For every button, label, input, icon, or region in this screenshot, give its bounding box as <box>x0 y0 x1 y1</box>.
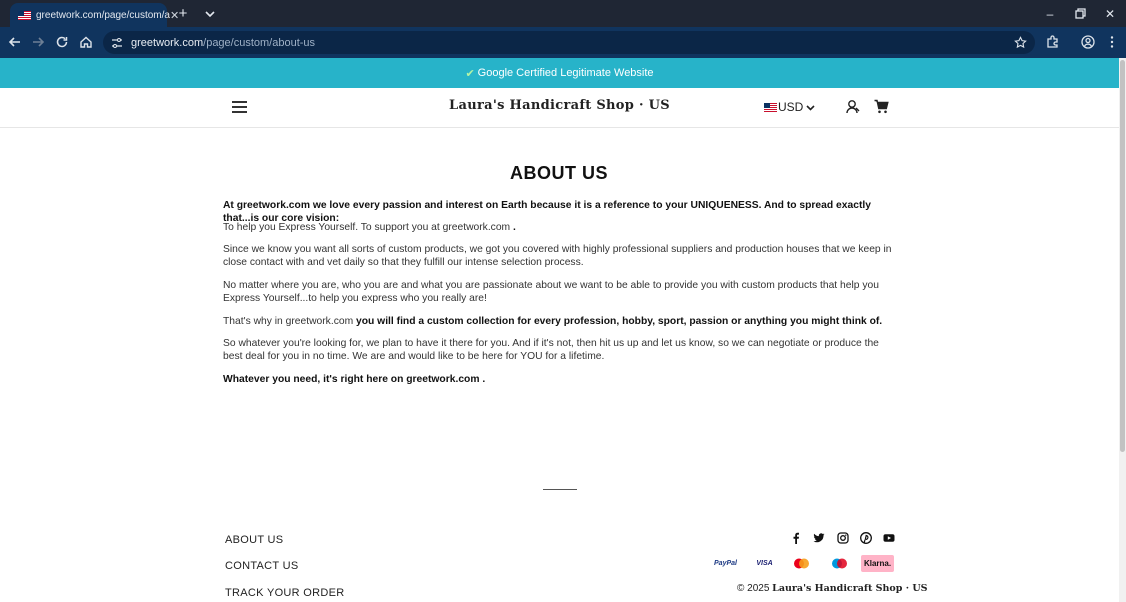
paragraph-closing <box>223 373 895 386</box>
us-flag-icon <box>18 11 31 20</box>
paragraph-vision-text: At greetwork.com we love every passion and interest on Earth because it is a reference to your UNIQUENESS. And to spread exactly that...is our core vision: <box>223 200 871 225</box>
bookmark-star-icon[interactable] <box>1014 36 1027 49</box>
browser-toolbar <box>0 27 1126 58</box>
profile-icon[interactable] <box>1080 34 1096 50</box>
currency-label: USD <box>778 100 804 114</box>
home-icon[interactable] <box>78 34 94 50</box>
footer-link-about-us[interactable]: ABOUT US <box>225 534 284 546</box>
banner-text: Google Certified Legitimate Website <box>477 67 654 79</box>
address-bar[interactable] <box>103 31 1035 54</box>
back-icon[interactable] <box>7 34 23 50</box>
facebook-icon[interactable] <box>790 532 802 544</box>
footer-link-track-order[interactable]: TRACK YOUR ORDER <box>225 587 345 599</box>
tab-search-chevron-icon[interactable] <box>202 6 218 22</box>
maestro-icon <box>823 555 856 572</box>
extensions-icon[interactable] <box>1045 34 1061 50</box>
browser-menu-icon[interactable] <box>1104 34 1120 50</box>
paragraph-deal: So whatever you're looking for, we plan to have it there for you. And if it's not, then hit us up and let us know, so we can negotiate or produce the best deal for you in no time. We are and would like to be here for YOU for a lifetime. <box>223 338 879 363</box>
footer-divider <box>543 489 577 490</box>
page-scrollbar[interactable] <box>1119 58 1126 602</box>
pinterest-icon[interactable] <box>860 532 872 544</box>
url-path: /page/custom/about-us <box>203 36 316 49</box>
paypal-badge: PayPal <box>714 560 737 567</box>
paragraph-passion: No matter where you are, who you are and what you are passionate about we want to be able to provide you with custom products that help you Express Yourself...to help you express who you really are! <box>223 280 879 305</box>
us-flag-icon <box>764 103 777 112</box>
browser-tab[interactable] <box>10 3 180 27</box>
paragraph-suppliers: Since we know you want all sorts of custom products, we got you covered with highly professional suppliers and production houses that we keep in close contact with and vet daily so that they fulfill our intense selection process. <box>223 244 892 269</box>
new-tab-icon[interactable]: + <box>178 5 188 22</box>
page-title: ABOUT US <box>510 163 608 183</box>
currency-selector[interactable] <box>764 100 815 114</box>
paragraph-closing-text: Whatever you need, it's right here on greetwork.com . <box>223 374 486 385</box>
paragraph-collection-text: That's why in greetwork.com <box>223 316 357 327</box>
footer-link-contact-us[interactable]: CONTACT US <box>225 560 299 572</box>
klarna-badge: Klarna. <box>861 555 894 572</box>
youtube-icon[interactable] <box>883 532 895 544</box>
url-domain: greetwork.com <box>131 36 204 49</box>
forward-icon[interactable] <box>30 34 46 50</box>
copyright-prefix: © 2025 <box>737 583 773 594</box>
url-text <box>131 37 315 49</box>
copyright-shop-name: Laura's Handicraft Shop · US <box>772 583 928 594</box>
certified-banner <box>0 58 1119 88</box>
site-header <box>0 88 1119 128</box>
restore-icon[interactable] <box>1071 5 1089 23</box>
browser-tab-strip <box>0 0 1126 27</box>
paragraph-collection-bold: you will find a custom collection for every profession, hobby, sport, passion or anything you might think of. <box>356 316 883 327</box>
checkmark-icon: ✔ <box>465 67 475 80</box>
paragraph-express-text: To help you Express Yourself. To support you at greetwork.com <box>223 222 513 233</box>
paragraph-express-period: . <box>513 222 516 233</box>
mastercard-icon <box>785 555 818 572</box>
site-settings-icon[interactable] <box>111 37 123 49</box>
scrollbar-thumb[interactable] <box>1120 60 1125 452</box>
reload-icon[interactable] <box>54 34 70 50</box>
minimize-icon[interactable]: – <box>1046 7 1054 21</box>
chevron-down-icon <box>806 103 815 112</box>
tab-title: greetwork.com/page/custom/a <box>36 9 170 21</box>
cart-icon[interactable] <box>874 99 889 114</box>
shop-logo-text[interactable]: Laura's Handicraft Shop · US <box>449 98 670 113</box>
instagram-icon[interactable] <box>837 532 849 544</box>
tab-close-icon[interactable]: ✕ <box>169 9 180 22</box>
visa-badge: VISA <box>756 560 773 567</box>
twitter-icon[interactable] <box>813 532 825 544</box>
copyright-notice <box>737 583 927 594</box>
close-window-icon[interactable]: ✕ <box>1104 7 1116 21</box>
paragraph-collection <box>223 315 895 328</box>
paragraph-express <box>223 221 895 234</box>
account-icon[interactable] <box>846 99 860 114</box>
